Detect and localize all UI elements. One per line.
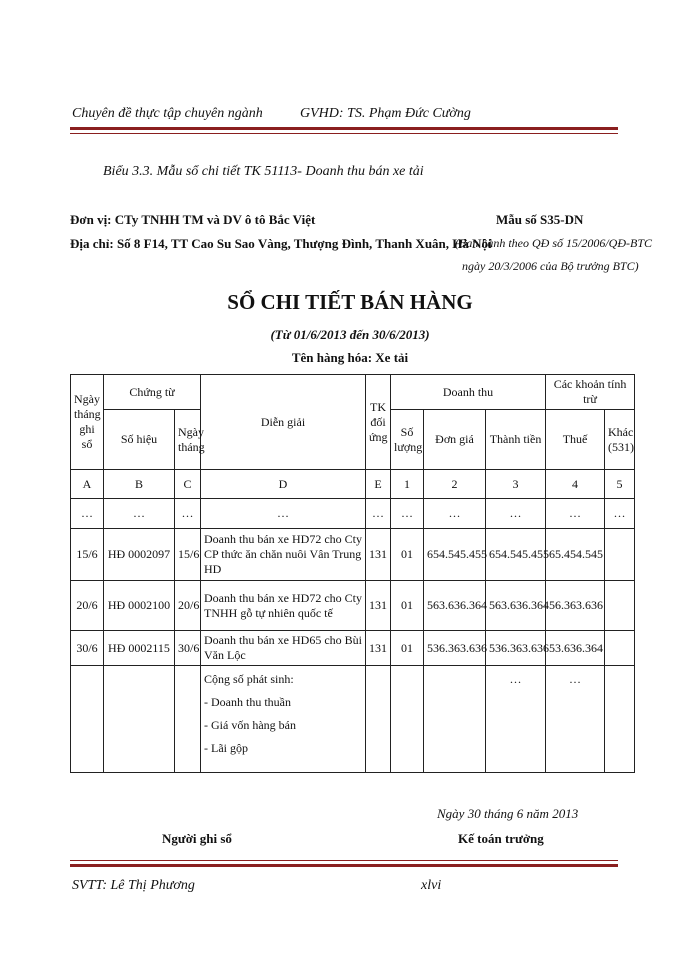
row-doc-no: HĐ 0002100 xyxy=(104,581,175,631)
code-cell: 1 xyxy=(391,470,424,499)
row-amount: 654.545.455 xyxy=(486,529,546,581)
footer-page-number: xlvi xyxy=(421,878,442,893)
code-cell: E xyxy=(366,470,391,499)
goods-name: Tên hàng hóa: Xe tải xyxy=(291,350,409,365)
col-header-khoan-tru: Các khoản tính trừ xyxy=(546,375,635,410)
summary-amount: … xyxy=(486,666,546,773)
row-tax: 65.454.545 xyxy=(546,529,605,581)
row-doc-date: 15/6 xyxy=(175,529,201,581)
ellipsis-cell: … xyxy=(486,499,546,529)
row-amount: 563.636.364 xyxy=(486,581,546,631)
ellipsis-cell: … xyxy=(201,499,366,529)
row-account: 131 xyxy=(366,631,391,666)
col-header-thanh-tien: Thành tiền xyxy=(486,410,546,470)
col-header-dien-giai: Diễn giải xyxy=(201,375,366,470)
summary-empty-cell xyxy=(605,666,635,773)
row-doc-no: HĐ 0002097 xyxy=(104,529,175,581)
row-unit-price: 654.545.455 xyxy=(424,529,486,581)
col-header-so-luong: Số lượng xyxy=(391,410,424,470)
company-address: Địa chỉ: Số 8 F14, TT Cao Su Sao Vàng, Thượng Đình, Thanh Xuân, Hà Nội xyxy=(70,236,492,251)
footer-rule-thick xyxy=(70,864,618,867)
col-header-ngay-thang: Ngày tháng xyxy=(175,410,201,470)
summary-description xyxy=(201,666,366,773)
col-header-ngay-ghi-so: Ngày tháng ghi sổ xyxy=(71,375,104,470)
row-date: 15/6 xyxy=(71,529,104,581)
row-account: 131 xyxy=(366,581,391,631)
col-header-so-hieu: Số hiệu xyxy=(104,410,175,470)
summary-item-cogs: - Giá vốn hàng bán xyxy=(204,718,296,732)
row-unit-price: 563.636.364 xyxy=(424,581,486,631)
row-unit-price: 536.363.636 xyxy=(424,631,486,666)
header-rule-thick xyxy=(70,127,618,130)
sign-date: Ngày 30 tháng 6 năm 2013 xyxy=(437,806,579,821)
ellipsis-row xyxy=(71,499,635,529)
col-header-khac: Khác (531) xyxy=(605,410,635,470)
ellipsis-cell: … xyxy=(424,499,486,529)
table-row xyxy=(71,631,635,666)
row-quantity: 01 xyxy=(391,631,424,666)
code-cell: 5 xyxy=(605,470,635,499)
code-row xyxy=(71,470,635,499)
summary-empty-cell xyxy=(366,666,391,773)
figure-caption: Biểu 3.3. Mẫu sổ chi tiết TK 51113- Doanh thu bán xe tải xyxy=(103,164,424,179)
summary-empty-cell xyxy=(71,666,104,773)
ellipsis-cell: … xyxy=(391,499,424,529)
code-cell: B xyxy=(104,470,175,499)
col-header-doanh-thu: Doanh thu xyxy=(391,375,546,410)
row-date: 30/6 xyxy=(71,631,104,666)
signer-accountant: Kế toán trưởng xyxy=(458,831,544,846)
col-header-don-gia: Đơn giá xyxy=(424,410,486,470)
summary-empty-cell xyxy=(104,666,175,773)
row-quantity: 01 xyxy=(391,581,424,631)
code-cell: A xyxy=(71,470,104,499)
ellipsis-cell: … xyxy=(104,499,175,529)
row-tax: 53.636.364 xyxy=(546,631,605,666)
col-header-chung-tu: Chứng từ xyxy=(104,375,201,410)
code-cell: 4 xyxy=(546,470,605,499)
summary-empty-cell xyxy=(175,666,201,773)
ledger-title: SỔ CHI TIẾT BÁN HÀNG xyxy=(227,290,473,314)
summary-row xyxy=(71,666,635,773)
summary-item-gross-profit: - Lãi gộp xyxy=(204,741,249,755)
row-doc-no: HĐ 0002115 xyxy=(104,631,175,666)
row-description: Doanh thu bán xe HD72 cho Cty TNHH gỗ tự nhiên quốc tế xyxy=(201,581,366,631)
col-header-tk-doi-ung: TK đối ứng xyxy=(366,375,391,470)
ellipsis-cell: … xyxy=(546,499,605,529)
form-note-1: (Ban hành theo QĐ số 15/2006/QĐ-BTC xyxy=(455,236,652,250)
footer-rule-thin xyxy=(70,860,618,861)
ellipsis-cell: … xyxy=(71,499,104,529)
row-doc-date: 20/6 xyxy=(175,581,201,631)
ellipsis-cell: … xyxy=(366,499,391,529)
row-description: Doanh thu bán xe HD65 cho Bùi Văn Lộc xyxy=(201,631,366,666)
row-date: 20/6 xyxy=(71,581,104,631)
code-cell: D xyxy=(201,470,366,499)
company-unit: Đơn vị: CTy TNHH TM và DV ô tô Bắc Việt xyxy=(70,212,316,227)
row-tax: 56.363.636 xyxy=(546,581,605,631)
ellipsis-cell: … xyxy=(175,499,201,529)
summary-label: Cộng số phát sinh: xyxy=(204,672,294,686)
table-row xyxy=(71,529,635,581)
code-cell: 3 xyxy=(486,470,546,499)
table-row xyxy=(71,581,635,631)
signer-writer: Người ghi sổ xyxy=(162,831,232,846)
header-right: GVHD: TS. Phạm Đức Cường xyxy=(300,106,471,121)
header-left: Chuyên đề thực tập chuyên ngành xyxy=(72,106,263,121)
header-row-1 xyxy=(71,375,635,410)
ledger-period: (Từ 01/6/2013 đến 30/6/2013) xyxy=(270,327,430,342)
row-other xyxy=(605,581,635,631)
code-cell: C xyxy=(175,470,201,499)
row-account: 131 xyxy=(366,529,391,581)
ellipsis-cell: … xyxy=(605,499,635,529)
summary-empty-cell xyxy=(391,666,424,773)
row-doc-date: 30/6 xyxy=(175,631,201,666)
sales-ledger-table xyxy=(70,374,635,773)
row-quantity: 01 xyxy=(391,529,424,581)
summary-item-net-revenue: - Doanh thu thuần xyxy=(204,695,291,709)
form-note-2: ngày 20/3/2006 của Bộ trưởng BTC) xyxy=(462,259,639,273)
row-other xyxy=(605,529,635,581)
form-code: Mẫu số S35-DN xyxy=(496,212,584,227)
footer-author: SVTT: Lê Thị Phương xyxy=(72,878,195,893)
code-cell: 2 xyxy=(424,470,486,499)
row-other xyxy=(605,631,635,666)
header-rule-thin xyxy=(70,133,618,134)
col-header-thue: Thuế xyxy=(546,410,605,470)
row-description: Doanh thu bán xe HD72 cho Cty CP thức ăn chăn nuôi Vân Trung HD xyxy=(201,529,366,581)
summary-tax: … xyxy=(546,666,605,773)
row-amount: 536.363.636 xyxy=(486,631,546,666)
summary-empty-cell xyxy=(424,666,486,773)
